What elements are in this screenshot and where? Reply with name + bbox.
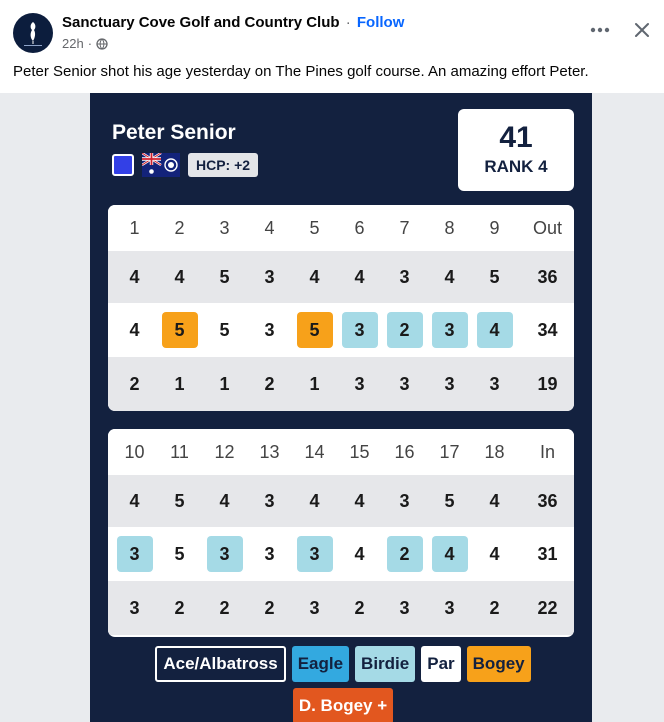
score-cell — [292, 536, 337, 572]
putts-cell: 3 — [444, 597, 455, 618]
putts-cell: 3 — [489, 373, 500, 394]
par-cell: 5 — [444, 490, 455, 511]
score-row — [108, 527, 574, 581]
par-cell: 4 — [354, 266, 365, 287]
score-cell — [517, 312, 574, 348]
score-cell — [382, 312, 427, 348]
putts-cell: 3 — [399, 373, 410, 394]
par-cell: 36 — [537, 266, 558, 287]
scorecard — [90, 93, 592, 722]
score-chip-birdie: 3 — [207, 536, 243, 572]
score-cell — [337, 312, 382, 348]
par-cell: 3 — [399, 266, 410, 287]
hole-number-cell: Out — [532, 217, 562, 238]
hole-number-cell: 6 — [354, 217, 365, 238]
page-avatar[interactable] — [13, 13, 53, 53]
score-cell — [292, 312, 337, 348]
putts-cell: 22 — [537, 597, 558, 618]
name-separator: · — [345, 14, 351, 31]
follow-button[interactable]: Follow — [356, 14, 405, 31]
header-actions — [588, 18, 654, 42]
putts-cell: 1 — [174, 373, 185, 394]
putts-cell: 2 — [264, 597, 275, 618]
score-chip-birdie: 4 — [432, 536, 468, 572]
score-chip-birdie: 3 — [117, 536, 153, 572]
post-header — [0, 0, 664, 92]
front-nine-table — [108, 205, 574, 411]
score-row — [108, 303, 574, 357]
hole-number-cell: 2 — [174, 217, 185, 238]
par-cell: 5 — [174, 490, 185, 511]
par-cell: 36 — [537, 490, 558, 511]
putts-cell: 2 — [174, 597, 185, 618]
score-chip-par: 5 — [219, 319, 230, 340]
score-cell — [112, 312, 157, 348]
post-text: Peter Senior shot his age yesterday on The Pines golf course. An amazing effort Peter. — [13, 63, 589, 80]
hole-number-cell: 5 — [309, 217, 320, 238]
post-meta — [62, 36, 108, 51]
legend-bogey: Bogey — [467, 646, 531, 682]
score-chip-birdie: 4 — [477, 312, 513, 348]
score-chip-par: 4 — [129, 319, 140, 340]
score-chip-bogey: 5 — [162, 312, 198, 348]
score-cell — [382, 536, 427, 572]
score-cell — [157, 536, 202, 572]
score-cell — [247, 312, 292, 348]
putts-cell: 3 — [399, 597, 410, 618]
legend-par: Par — [421, 646, 460, 682]
score-cell — [202, 312, 247, 348]
player-name: Peter Senior — [112, 121, 236, 144]
par-cell: 4 — [444, 266, 455, 287]
back-nine-table — [108, 429, 574, 637]
hole-number-cell: 11 — [170, 441, 189, 462]
legend-double-bogey: D. Bogey + — [293, 688, 393, 722]
putts-cell: 3 — [129, 597, 140, 618]
putts-cell: 3 — [354, 373, 365, 394]
putts-cell: 1 — [219, 373, 230, 394]
putts-row — [108, 357, 574, 411]
score-cell — [337, 536, 382, 572]
legend-birdie: Birdie — [355, 646, 415, 682]
par-row — [108, 475, 574, 527]
post-photo[interactable] — [0, 93, 664, 722]
score-chip-birdie: 3 — [432, 312, 468, 348]
player-tags — [112, 153, 258, 177]
score-chip-birdie: 2 — [387, 536, 423, 572]
hole-number-row — [108, 429, 574, 475]
putts-cell: 1 — [309, 373, 320, 394]
putts-cell: 19 — [537, 373, 558, 394]
score-chip-birdie: 2 — [387, 312, 423, 348]
score-cell — [157, 312, 202, 348]
par-cell: 4 — [174, 266, 185, 287]
legend-ace: Ace/Albatross — [155, 646, 285, 682]
par-cell: 4 — [309, 266, 320, 287]
score-chip-par: 3 — [264, 543, 275, 564]
hole-number-cell: 3 — [219, 217, 230, 238]
score-cell — [472, 536, 517, 572]
score-chip-par: 4 — [489, 543, 500, 564]
par-cell: 3 — [399, 490, 410, 511]
score-chip-birdie: 3 — [297, 536, 333, 572]
hole-number-cell: 4 — [264, 217, 275, 238]
close-icon[interactable] — [630, 18, 654, 42]
page-name-link[interactable]: Sanctuary Cove Golf and Country Club — [62, 14, 340, 31]
putts-cell: 3 — [309, 597, 320, 618]
putts-cell: 2 — [129, 373, 140, 394]
score-cell — [472, 312, 517, 348]
legend-eagle: Eagle — [292, 646, 349, 682]
par-cell: 4 — [129, 490, 140, 511]
hole-number-cell: 14 — [304, 441, 325, 462]
player-color-swatch — [112, 154, 134, 176]
score-cell — [247, 536, 292, 572]
hole-number-cell: 17 — [439, 441, 460, 462]
handicap-badge: HCP: +2 — [188, 153, 258, 177]
score-cell — [427, 312, 472, 348]
score-chip-par: 4 — [354, 543, 365, 564]
rank-label: RANK 4 — [484, 157, 548, 176]
putts-cell: 2 — [354, 597, 365, 618]
hole-number-cell: 9 — [489, 217, 500, 238]
putts-row — [108, 581, 574, 635]
putts-cell: 2 — [264, 373, 275, 394]
more-options-icon[interactable] — [588, 18, 612, 42]
score-cell — [427, 536, 472, 572]
hole-number-cell: 18 — [484, 441, 505, 462]
hole-number-cell: In — [539, 441, 555, 462]
par-cell: 4 — [489, 490, 500, 511]
post-time[interactable]: 22h — [62, 36, 84, 51]
par-cell: 4 — [219, 490, 230, 511]
score-chip-bogey: 5 — [297, 312, 333, 348]
score-cell — [112, 536, 157, 572]
hole-number-cell: 7 — [399, 217, 410, 238]
hole-number-cell: 15 — [349, 441, 370, 462]
hole-number-cell: 1 — [129, 217, 140, 238]
par-row — [108, 251, 574, 303]
score-chip-total: 34 — [537, 319, 558, 340]
hole-number-row — [108, 205, 574, 251]
score-chip-total: 31 — [537, 543, 558, 564]
score-chip-par: 5 — [174, 543, 185, 564]
club-logo-icon — [13, 13, 53, 53]
par-cell: 4 — [309, 490, 320, 511]
par-cell: 4 — [354, 490, 365, 511]
score-cell — [517, 536, 574, 572]
post-author — [62, 14, 404, 31]
putts-cell: 2 — [489, 597, 500, 618]
par-cell: 5 — [489, 266, 500, 287]
globe-icon — [96, 38, 108, 50]
total-score: 41 — [499, 121, 533, 154]
meta-dot: · — [87, 36, 93, 51]
hole-number-cell: 8 — [444, 217, 455, 238]
par-cell: 5 — [219, 266, 230, 287]
rank-box — [458, 109, 574, 191]
score-cell — [202, 536, 247, 572]
putts-cell: 2 — [219, 597, 230, 618]
australia-flag-icon — [142, 153, 180, 177]
score-chip-par: 3 — [264, 319, 275, 340]
hole-number-cell: 16 — [394, 441, 415, 462]
hole-number-cell: 12 — [214, 441, 235, 462]
score-chip-birdie: 3 — [342, 312, 378, 348]
putts-cell: 3 — [444, 373, 455, 394]
hole-number-cell: 10 — [124, 441, 145, 462]
hole-number-cell: 13 — [259, 441, 280, 462]
par-cell: 3 — [264, 266, 275, 287]
par-cell: 4 — [129, 266, 140, 287]
score-legend — [148, 646, 538, 722]
par-cell: 3 — [264, 490, 275, 511]
